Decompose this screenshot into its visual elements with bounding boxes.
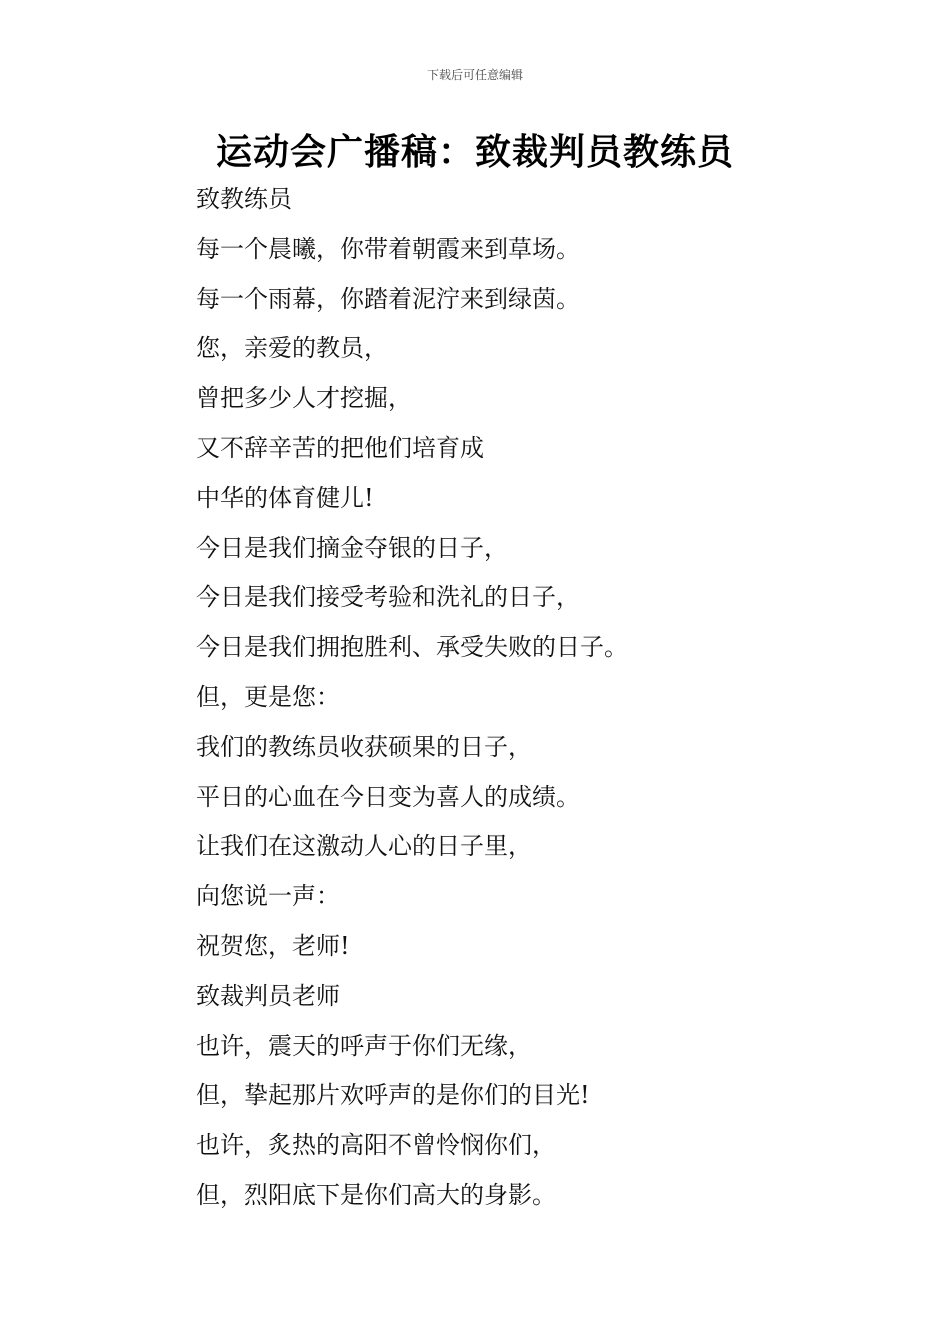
text-line: 今日是我们拥抱胜利、承受失败的日子。 <box>196 633 628 662</box>
page-title: 运动会广播稿：致裁判员教练员 <box>215 132 734 173</box>
text-line: 每一个晨曦，你带着朝霞来到草场。 <box>196 234 580 263</box>
text-line: 祝贺您，老师! <box>196 931 350 960</box>
text-line: 我们的教练员收获硕果的日子， <box>196 732 532 761</box>
text-line: 每一个雨幕，你踏着泥泞来到绿茵。 <box>196 284 580 313</box>
text-line: 您，亲爱的教员， <box>196 334 388 363</box>
text-line: 今日是我们摘金夺银的日子， <box>196 533 508 562</box>
text-line: 曾把多少人才挖掘， <box>196 384 412 413</box>
text-line: 又不辞辛苦的把他们培育成 <box>196 433 484 462</box>
text-line: 也许，震天的呼声于你们无缘， <box>196 1031 532 1060</box>
text-line: 但，挚起那片欢呼声的是你们的目光! <box>196 1081 590 1110</box>
text-line: 中华的体育健儿! <box>196 483 374 512</box>
text-line: 今日是我们接受考验和洗礼的日子， <box>196 583 580 612</box>
text-line: 也许，炙热的高阳不曾怜悯你们， <box>196 1131 556 1160</box>
text-line: 致裁判员老师 <box>196 981 340 1010</box>
text-line: 平日的心血在今日变为喜人的成绩。 <box>196 782 580 811</box>
text-line: 让我们在这激动人心的日子里， <box>196 832 532 861</box>
text-line: 向您说一声： <box>196 882 340 911</box>
header-note: 下载后可任意编辑 <box>426 68 523 82</box>
text-line: 但，烈阳底下是你们高大的身影。 <box>196 1180 556 1209</box>
body-text <box>196 178 896 1224</box>
text-line: 致教练员 <box>196 185 292 213</box>
text-line: 但，更是您： <box>196 682 340 711</box>
